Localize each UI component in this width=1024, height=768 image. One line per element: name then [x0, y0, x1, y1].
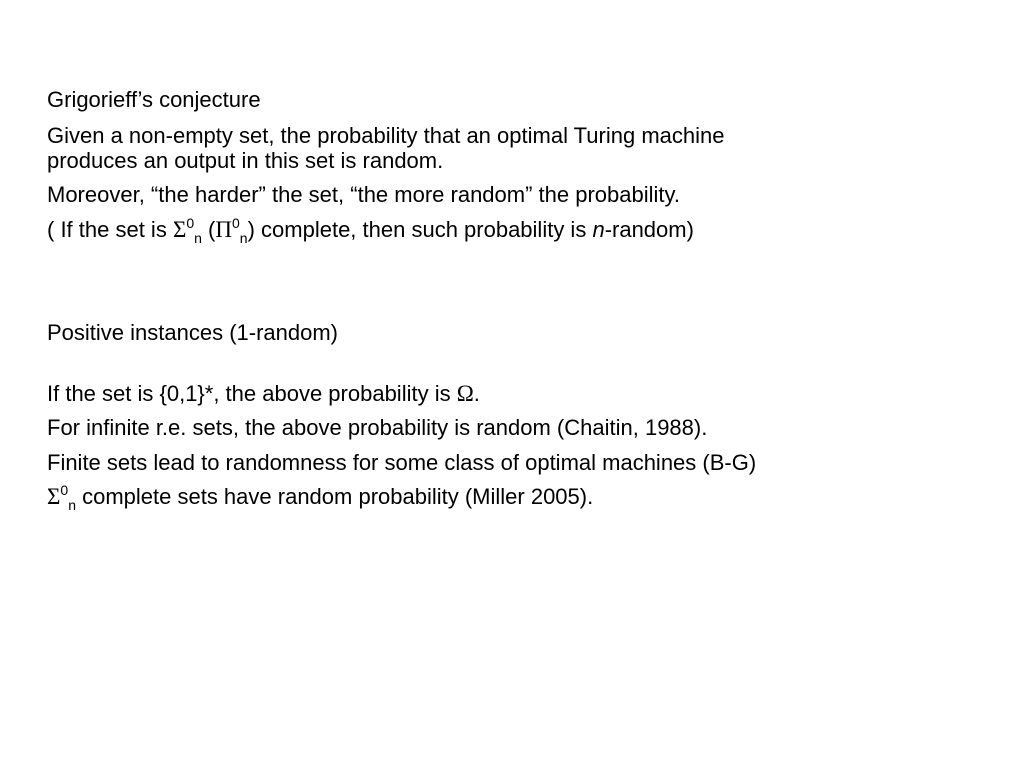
text: For infinite r.e. sets, the above probability is random (Chaitin, 1988).	[47, 415, 708, 440]
paragraph-line-omega	[47, 382, 480, 406]
subscript: n	[239, 230, 248, 246]
text: Moreover, “the harder” the set, “the more random” the probability.	[47, 182, 680, 207]
sigma-symbol: Σ	[172, 217, 187, 242]
superscript: 0	[232, 215, 240, 231]
paragraph-line	[47, 149, 443, 173]
text: (	[201, 217, 216, 242]
text: complete sets have random probability (Miller 2005).	[75, 484, 594, 509]
superscript: 0	[60, 482, 69, 498]
title-text: Positive instances (1-random)	[47, 320, 339, 345]
subscript: n	[194, 230, 202, 246]
text: If the set is {0,1}*, the above probability is	[47, 381, 457, 406]
omega-symbol: Ω	[456, 381, 474, 406]
text: .	[473, 381, 480, 406]
paragraph-line-sigma-pi	[47, 215, 694, 246]
text: Given a non-empty set, the probability that an optimal Turing machine	[47, 123, 725, 148]
paragraph-line	[47, 124, 724, 148]
section-title-grigorieff	[47, 88, 261, 112]
text: -random)	[604, 217, 694, 242]
paragraph-line-sigma	[47, 482, 594, 513]
text: produces an output in this set is random.	[47, 148, 444, 173]
paragraph-line	[47, 416, 707, 440]
sigma-symbol: Σ	[47, 484, 61, 509]
title-text: Grigorieff’s conjecture	[47, 87, 261, 112]
paragraph-line	[47, 183, 680, 207]
pi-symbol: Π	[215, 217, 232, 242]
paragraph-line	[47, 451, 756, 475]
subscript: n	[68, 497, 76, 513]
text: Finite sets lead to randomness for some class of optimal machines (B-G)	[47, 450, 757, 475]
superscript: 0	[186, 215, 195, 231]
italic-n: n	[592, 217, 605, 242]
section-title-positive-instances	[47, 321, 338, 345]
text: ( If the set is	[47, 217, 173, 242]
text: ) complete, then such probability is	[247, 217, 593, 242]
